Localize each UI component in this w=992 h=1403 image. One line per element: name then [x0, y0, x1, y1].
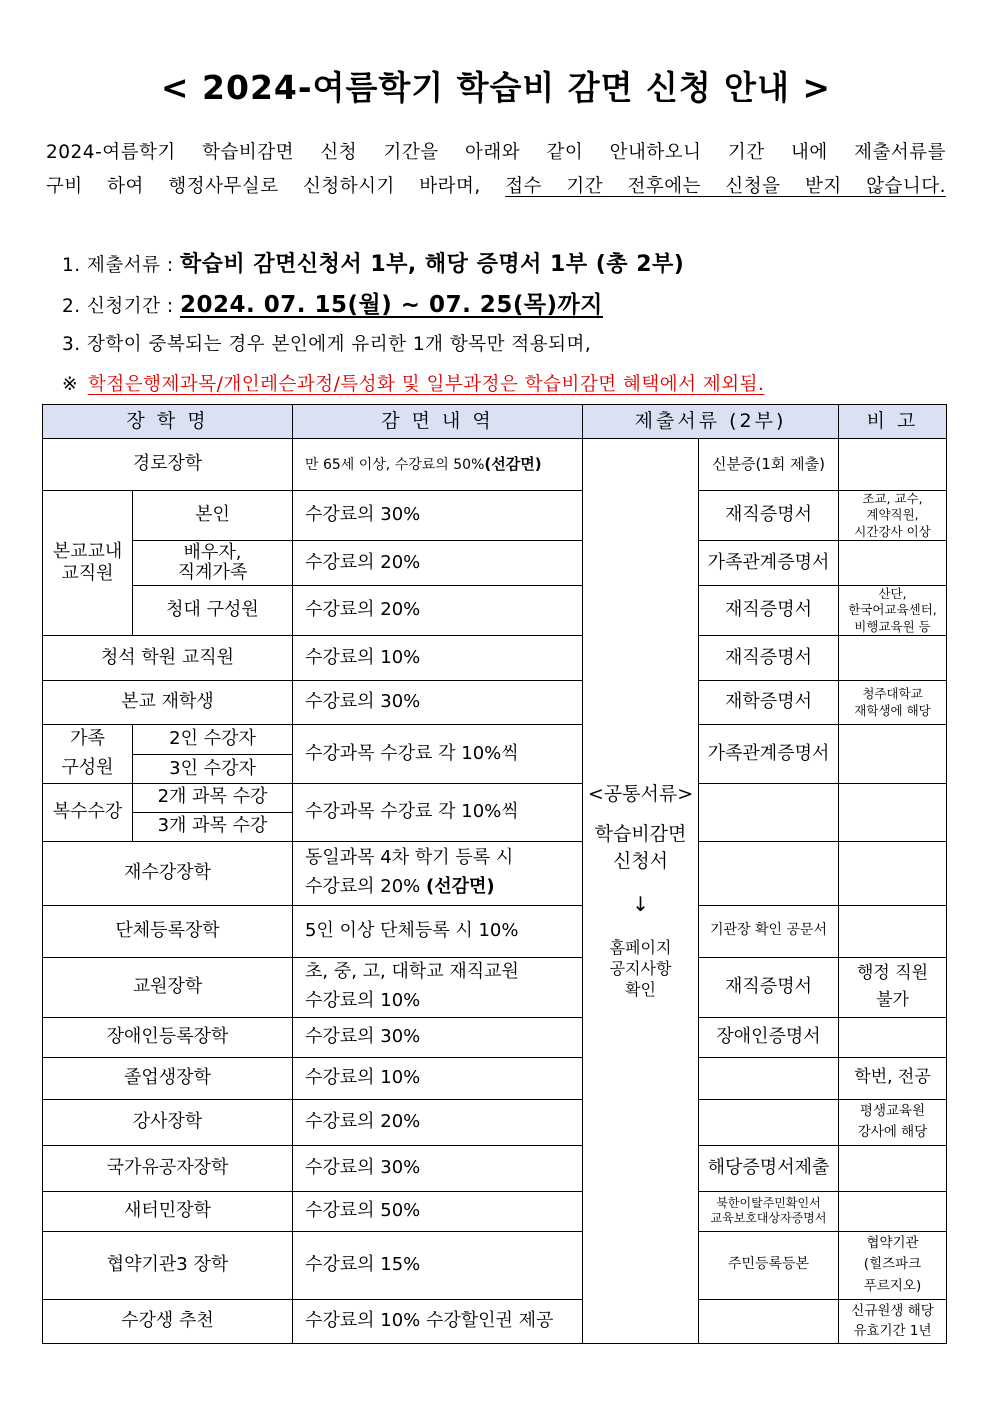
common-form-line2: 신청서 [612, 849, 669, 872]
common-form-line1: 학습비감면 [594, 823, 687, 846]
row-detail: 수강료의 30% [293, 681, 583, 725]
row-name [133, 541, 293, 586]
row-doc [699, 783, 839, 841]
row-name: 본인 [133, 491, 293, 541]
remark-line1: 협약기관 [866, 1234, 919, 1251]
remark-line1: 조교, 교수, [862, 491, 923, 507]
table-row [43, 1099, 947, 1145]
row-remark [839, 636, 947, 681]
row-name: 교원장학 [43, 957, 293, 1017]
row-remark [839, 725, 947, 784]
table-row [43, 541, 947, 586]
row-doc: 주민등록등본 [699, 1231, 839, 1299]
scholarship-table [42, 404, 947, 1344]
table-row [43, 1057, 947, 1099]
row-remark [839, 491, 947, 541]
row-doc [699, 1299, 839, 1343]
row-detail: 수강과목 수강료 각 10%씩 [293, 725, 583, 784]
row-detail [293, 439, 583, 491]
row-detail: 수강료의 30% [293, 1145, 583, 1191]
remark-line2: 계약직원, [866, 507, 919, 523]
family-group-line2: 구성원 [61, 756, 114, 778]
remark-line2: 불가 [876, 990, 909, 1011]
table-row [43, 439, 947, 491]
table-row [43, 1299, 947, 1343]
multi-group-label: 복수수강 [43, 783, 133, 841]
intro-line-1: 2024-여름학기 학습비감면 신청 기간을 아래와 같이 안내하오니 기간 내에 제출서류를 [46, 142, 946, 163]
row-name: 2인 수강자 [133, 725, 293, 755]
remark-line1: 평생교육원 [859, 1102, 926, 1119]
row-doc [699, 1057, 839, 1099]
documents-value: 학습비 감면신청서 1부, 해당 증명서 1부 (총 2부) [180, 252, 685, 277]
remark-line1: 행정 직원 [856, 962, 929, 983]
remark-line1: 청주대학교 [862, 686, 923, 702]
info-list [62, 245, 952, 405]
table-row [43, 841, 947, 905]
name-line2: 직계가족 [177, 562, 248, 583]
row-name: 재수강장학 [43, 841, 293, 905]
doc-line2: 교육보호대상자증명서 [710, 1211, 827, 1226]
header-remark: 비 고 [839, 405, 947, 439]
row-doc: 재직증명서 [699, 636, 839, 681]
period-value: 2024. 07. 15(월) ~ 07. 25(목)까지 [180, 292, 603, 318]
row-name: 3인 수강자 [133, 755, 293, 783]
remark-line3: 시간강사 이상 [854, 523, 931, 539]
row-detail [293, 841, 583, 905]
row-doc: 기관장 확인 공문서 [699, 905, 839, 957]
documents-label: 1. 제출서류 : [62, 255, 181, 276]
remark-line3: 푸르지오) [863, 1277, 922, 1294]
table-row [43, 636, 947, 681]
row-name: 3개 과목 수강 [133, 812, 293, 841]
doc-line1: 북한이탈주민확인서 [716, 1195, 821, 1210]
row-remark [839, 841, 947, 905]
row-name: 새터민장학 [43, 1191, 293, 1231]
remark-line1: 산단, [878, 586, 907, 602]
row-remark [839, 1145, 947, 1191]
family-group-line1: 가족 [70, 728, 105, 749]
row-remark: 학번, 전공 [839, 1057, 947, 1099]
row-remark [839, 541, 947, 586]
row-name: 청석 학원 교직원 [43, 636, 293, 681]
row-remark [839, 905, 947, 957]
detail-line1: 초, 중, 고, 대학교 재직교원 [305, 961, 519, 983]
row-doc [699, 1099, 839, 1145]
row-doc [699, 841, 839, 905]
row-remark [839, 783, 947, 841]
info-item-period [62, 285, 952, 325]
row-remark [839, 1299, 947, 1343]
table-row [43, 586, 947, 636]
info-item-duplicate: 3. 장학이 중복되는 경우 본인에게 유리한 1개 항목만 적용되며, [62, 334, 592, 355]
table-row [43, 957, 947, 1017]
remark-line3: 비행교육원 등 [854, 618, 931, 634]
row-name: 2개 과목 수강 [133, 783, 293, 812]
row-detail: 수강료의 20% [293, 541, 583, 586]
row-remark [839, 957, 947, 1017]
table-row [43, 491, 947, 541]
detail-line2: 수강료의 20% [305, 876, 427, 898]
row-detail: 수강료의 50% [293, 1191, 583, 1231]
row-remark [839, 1099, 947, 1145]
table-row [43, 783, 947, 812]
row-name: 졸업생장학 [43, 1057, 293, 1099]
row-detail: 수강료의 30% [293, 491, 583, 541]
header-detail: 감 면 내 역 [293, 405, 583, 439]
row-doc [699, 1191, 839, 1231]
table-row [43, 905, 947, 957]
common-note-line1: 홈페이지 [609, 938, 672, 958]
row-detail: 수강료의 20% [293, 1099, 583, 1145]
common-note-line3: 확인 [625, 980, 656, 1000]
row-doc: 재직증명서 [699, 586, 839, 636]
detail-text: 만 65세 이상, 수강료의 50% [305, 456, 485, 473]
row-detail: 수강료의 10% 수강할인권 제공 [293, 1299, 583, 1343]
row-name: 협약기관3 장학 [43, 1231, 293, 1299]
row-remark [839, 681, 947, 725]
row-name: 장애인등록장학 [43, 1017, 293, 1057]
row-doc: 가족관계증명서 [699, 725, 839, 784]
period-label: 2. 신청기간 : [62, 296, 181, 317]
row-doc: 재직증명서 [699, 957, 839, 1017]
remark-line2: 한국어교육센터, [848, 602, 937, 618]
table-row [43, 725, 947, 755]
row-name: 수강생 추천 [43, 1299, 293, 1343]
table-row [43, 1145, 947, 1191]
common-heading: <공통서류> [587, 782, 694, 805]
common-documents-cell [583, 439, 699, 1344]
detail-line2: 수강료의 10% [305, 990, 421, 1012]
note-mark: ※ [62, 374, 79, 395]
intro-paragraph [46, 136, 946, 204]
row-name: 본교 재학생 [43, 681, 293, 725]
page-title: < 2024-여름학기 학습비 감면 신청 안내 > [160, 68, 832, 107]
row-name: 국가유공자장학 [43, 1145, 293, 1191]
row-detail: 수강료의 15% [293, 1231, 583, 1299]
name-line1: 배우자, [183, 542, 242, 564]
header-name: 장 학 명 [43, 405, 293, 439]
intro-deadline-warning: 접수 기간 전후에는 신청을 받지 않습니다. [505, 176, 946, 197]
remark-line2: (힐즈파크 [863, 1256, 922, 1273]
row-name: 경로장학 [43, 439, 293, 491]
row-doc: 장애인증명서 [699, 1017, 839, 1057]
table-row [43, 1231, 947, 1299]
remark-line2: 재학생에 해당 [854, 702, 931, 718]
row-remark [839, 1191, 947, 1231]
detail-bold: (선감면) [426, 876, 495, 898]
down-arrow-icon: ↓ [632, 892, 649, 917]
table-row [43, 681, 947, 725]
staff-group-line2: 교직원 [61, 563, 114, 584]
row-name: 청대 구성원 [133, 586, 293, 636]
remark-line2: 유효기간 1년 [853, 1323, 932, 1340]
info-item-documents [62, 245, 952, 285]
staff-group-label [43, 491, 133, 636]
row-detail: 수강료의 10% [293, 1057, 583, 1099]
exclusion-note [62, 365, 952, 405]
family-group-label [43, 725, 133, 784]
header-docs: 제출서류 (2부) [583, 405, 839, 439]
note-text: 학점은행제과목/개인레슨과정/특성화 및 일부과정은 학습비감면 혜택에서 제외됨. [88, 374, 765, 395]
row-detail: 수강료의 10% [293, 636, 583, 681]
row-doc: 재학증명서 [699, 681, 839, 725]
staff-group-line1: 본교교내 [52, 540, 123, 562]
row-remark [839, 1231, 947, 1299]
row-doc: 해당증명서제출 [699, 1145, 839, 1191]
row-remark [839, 1017, 947, 1057]
intro-line-2 [46, 170, 946, 204]
remark-line2: 강사에 해당 [857, 1124, 928, 1141]
row-detail [293, 957, 583, 1017]
row-detail: 5인 이상 단체등록 시 10% [293, 905, 583, 957]
row-doc: 신분증(1회 제출) [699, 439, 839, 491]
row-detail: 수강료의 30% [293, 1017, 583, 1057]
row-name: 단체등록장학 [43, 905, 293, 957]
detail-line1: 동일과목 4차 학기 등록 시 [305, 847, 514, 869]
intro-line-2-text: 구비 하여 행정사무실로 신청하시기 바라며, [46, 176, 506, 197]
row-detail: 수강료의 20% [293, 586, 583, 636]
detail-bold: (선감면) [484, 454, 542, 473]
row-name: 강사장학 [43, 1099, 293, 1145]
common-note [587, 938, 694, 1000]
table-header-row [43, 405, 947, 439]
table-row [43, 1017, 947, 1057]
table-row [43, 1191, 947, 1231]
common-note-line2: 공지사항 [609, 959, 672, 979]
row-doc: 재직증명서 [699, 491, 839, 541]
remark-line1: 신규원생 해당 [851, 1302, 934, 1319]
row-doc: 가족관계증명서 [699, 541, 839, 586]
row-remark [839, 439, 947, 491]
row-detail: 수강과목 수강료 각 10%씩 [293, 783, 583, 841]
row-remark [839, 586, 947, 636]
